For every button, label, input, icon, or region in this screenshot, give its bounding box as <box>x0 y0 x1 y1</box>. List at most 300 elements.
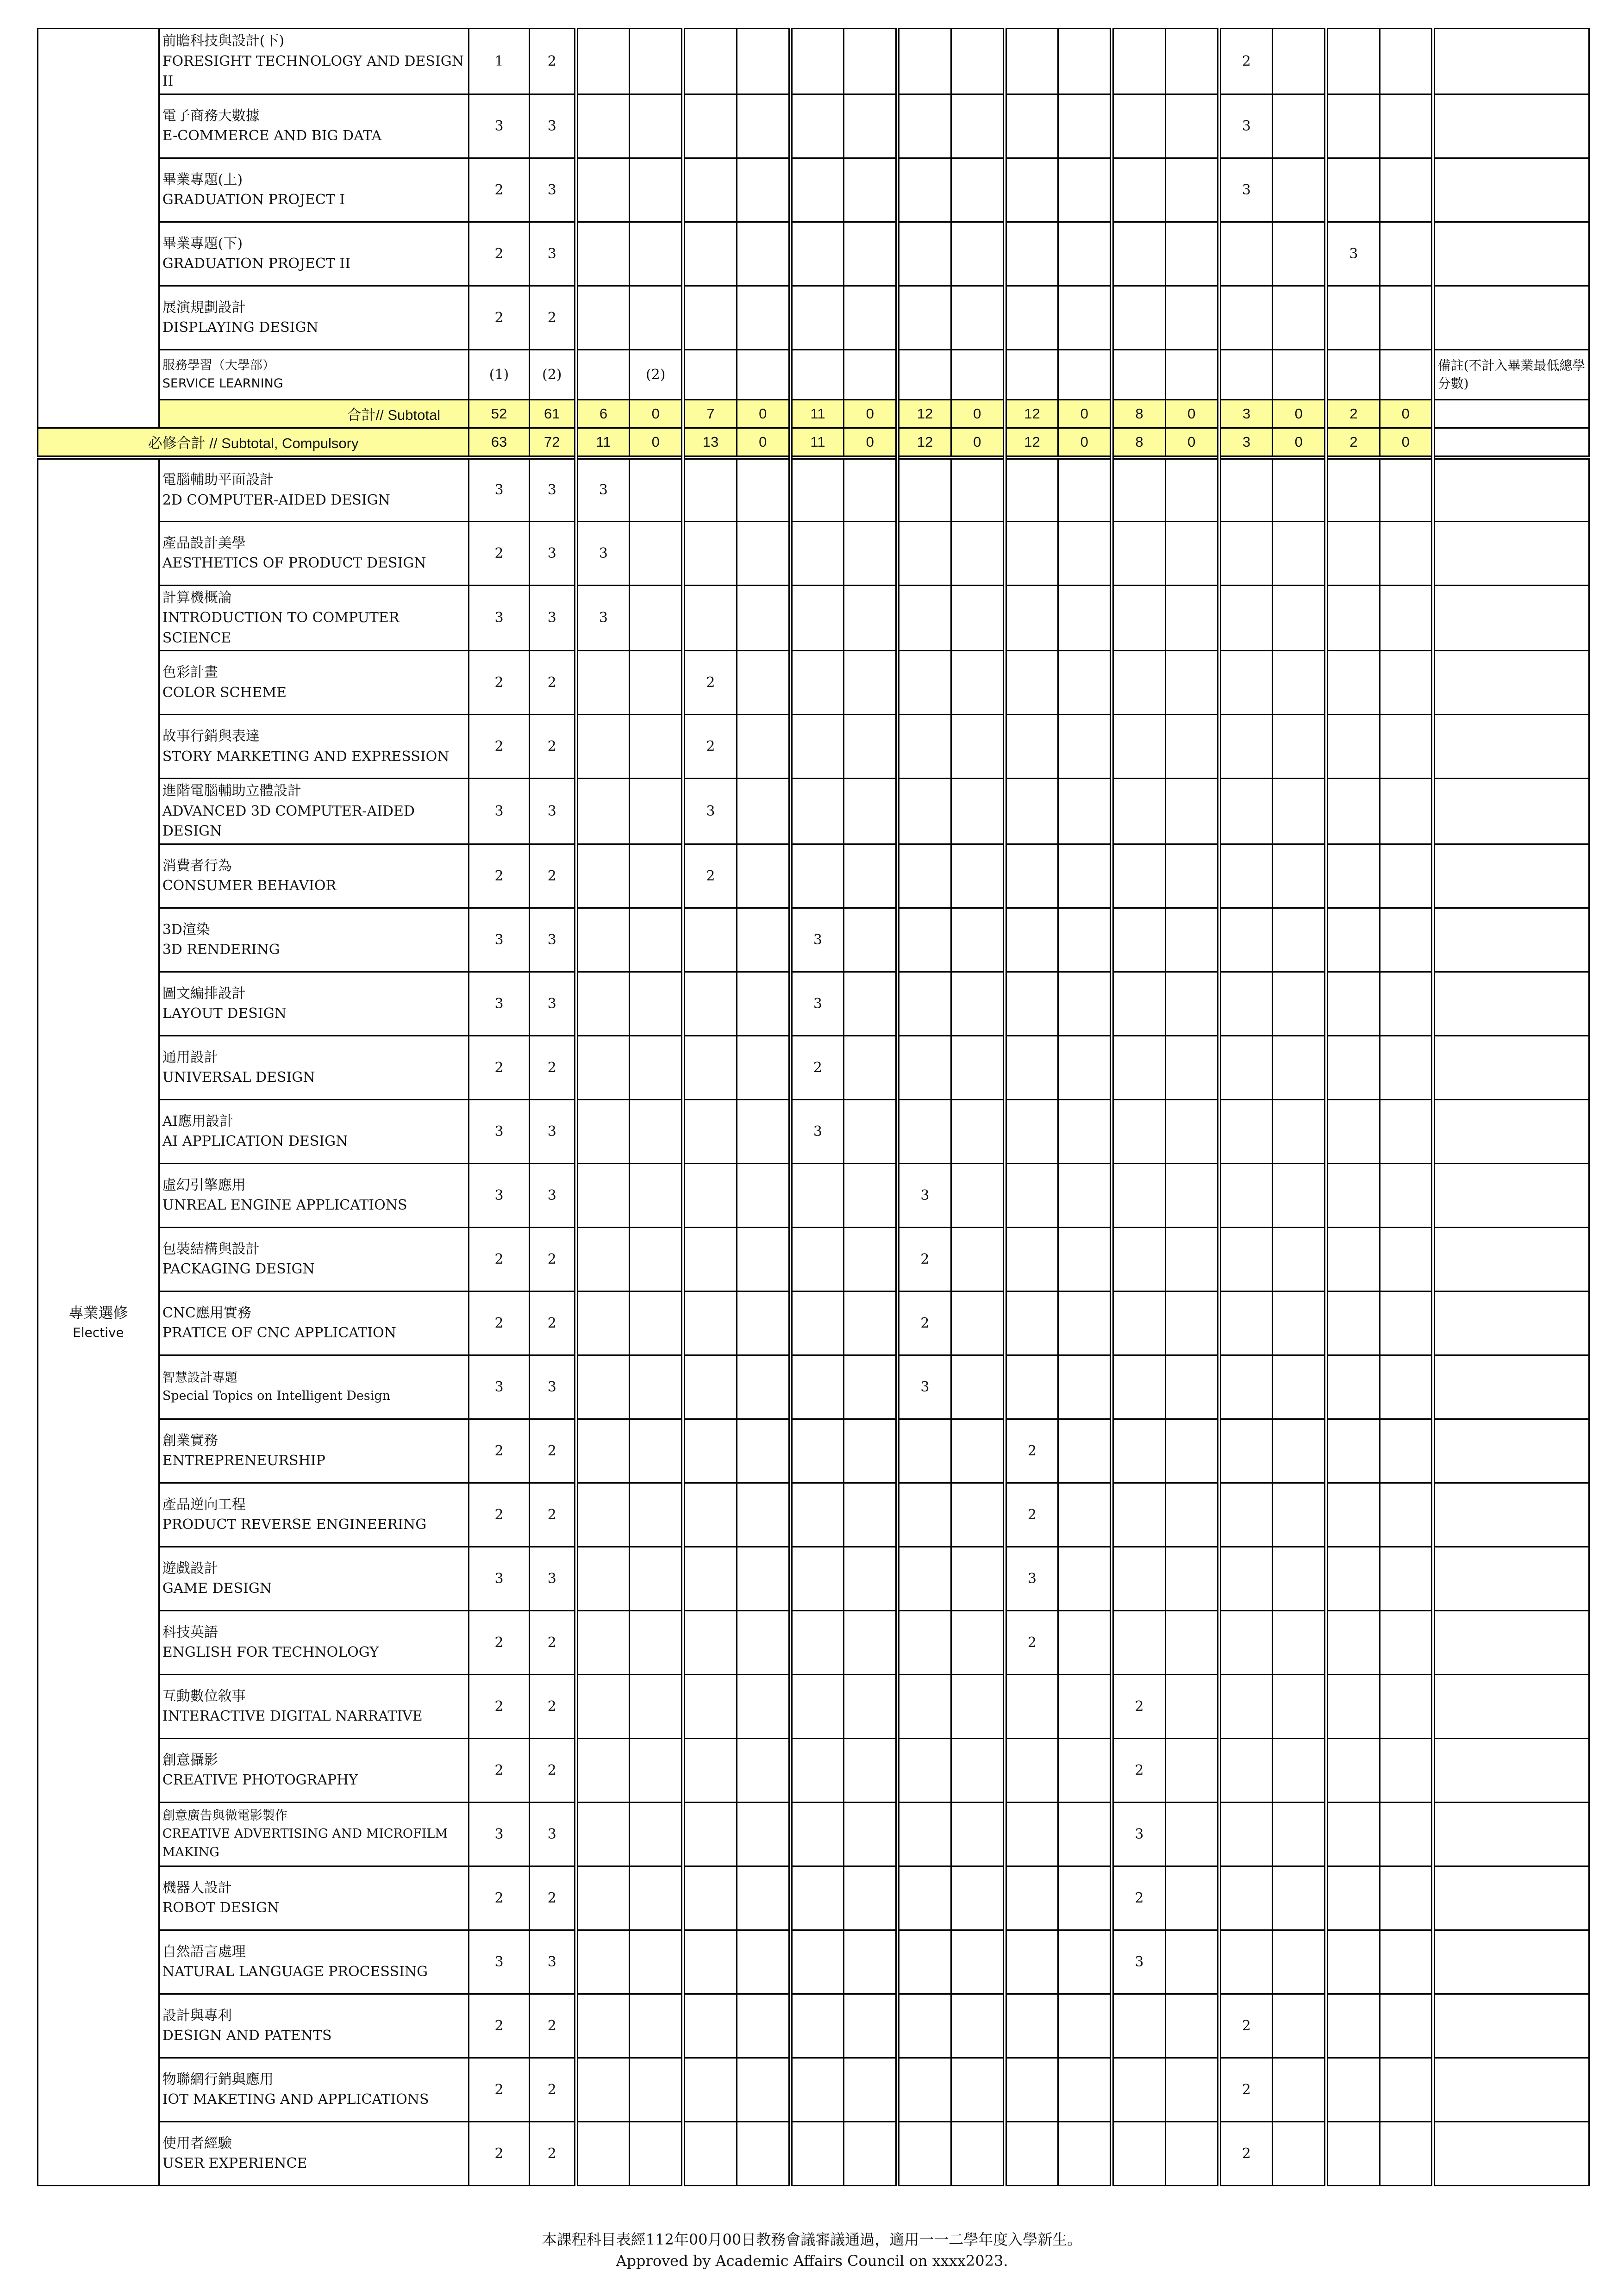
semester-cell <box>1058 844 1112 908</box>
semester-cell <box>1273 651 1326 715</box>
semester-cell <box>844 222 898 286</box>
hours-cell: 2 <box>529 1227 576 1291</box>
semester-cell <box>737 2058 790 2121</box>
semester-cell <box>630 1227 683 1291</box>
semester-cell <box>898 158 951 222</box>
semester-cell <box>630 2058 683 2121</box>
course-row <box>38 1866 1589 1930</box>
semester-cell <box>1219 457 1273 521</box>
hours-cell: 3 <box>529 1547 576 1610</box>
semester-cell <box>898 908 951 972</box>
course-name <box>159 286 468 349</box>
semester-cell <box>951 844 1005 908</box>
semester-cell: 2 <box>1219 2058 1273 2121</box>
semester-cell <box>630 715 683 779</box>
credits-cell: 2 <box>469 715 530 779</box>
semester-cell <box>898 349 951 399</box>
semester-cell <box>951 1036 1005 1099</box>
semester-cell <box>951 457 1005 521</box>
semester-cell <box>1380 1291 1433 1355</box>
course-name-en: UNIVERSAL DESIGN <box>162 1069 315 1086</box>
semester-cell <box>844 779 898 844</box>
semester-cell <box>844 1099 898 1163</box>
course-name <box>159 651 468 715</box>
semester-cell <box>844 29 898 94</box>
semester-cell <box>844 2121 898 2185</box>
semester-cell <box>1380 1547 1433 1610</box>
note-cell <box>1433 521 1589 585</box>
semester-cell: 3 <box>1219 158 1273 222</box>
semester-cell <box>898 1738 951 1802</box>
semester-cell <box>1112 585 1166 651</box>
semester-cell <box>630 94 683 158</box>
semester-cell <box>898 1547 951 1610</box>
course-name-zh: 遊戲設計 <box>162 1560 218 1577</box>
semester-cell <box>1326 779 1380 844</box>
semester-cell <box>1219 1610 1273 1674</box>
semester-cell <box>737 521 790 585</box>
subtotal-value: 11 <box>576 428 630 457</box>
note-cell <box>1433 158 1589 222</box>
course-name-en: CONSUMER BEHAVIOR <box>162 878 337 894</box>
semester-cell <box>1165 1163 1219 1227</box>
semester-cell <box>790 1419 844 1483</box>
semester-cell <box>576 1547 630 1610</box>
semester-cell <box>951 2058 1005 2121</box>
course-name-zh: 創意廣告與微電影製作 <box>162 1809 287 1823</box>
hours-cell: 3 <box>529 1355 576 1419</box>
credits-cell: 3 <box>469 1163 530 1227</box>
semester-cell <box>737 1099 790 1163</box>
semester-cell <box>898 585 951 651</box>
semester-cell <box>1273 1610 1326 1674</box>
semester-cell <box>951 972 1005 1036</box>
hours-cell: 3 <box>529 908 576 972</box>
semester-cell <box>1380 457 1433 521</box>
semester-cell <box>576 1227 630 1291</box>
course-name <box>159 349 468 399</box>
semester-cell <box>951 715 1005 779</box>
semester-cell <box>951 29 1005 94</box>
semester-cell <box>683 521 737 585</box>
course-name-en: SERVICE LEARNING <box>162 376 283 391</box>
semester-cell <box>844 1419 898 1483</box>
course-name-zh: 故事行銷與表達 <box>162 728 260 744</box>
semester-cell <box>737 844 790 908</box>
semester-cell <box>1005 844 1058 908</box>
semester-cell <box>790 2058 844 2121</box>
semester-cell <box>1112 349 1166 399</box>
subtotal-value: 8 <box>1112 399 1166 428</box>
subtotal-value: 0 <box>1058 428 1112 457</box>
semester-cell <box>630 1674 683 1738</box>
semester-cell <box>683 1802 737 1866</box>
semester-cell <box>1219 222 1273 286</box>
hours-cell: 2 <box>529 286 576 349</box>
subtotal-value: 0 <box>1273 428 1326 457</box>
semester-cell <box>1380 94 1433 158</box>
semester-cell <box>1058 521 1112 585</box>
subtotal-value: 12 <box>898 428 951 457</box>
hours-cell: (2) <box>529 349 576 399</box>
semester-cell <box>1058 1163 1112 1227</box>
course-row <box>38 1291 1589 1355</box>
semester-cell <box>737 1994 790 2058</box>
semester-cell: 2 <box>790 1036 844 1099</box>
semester-cell <box>737 651 790 715</box>
semester-cell <box>1165 1802 1219 1866</box>
semester-cell <box>1273 1483 1326 1547</box>
semester-cell <box>844 1355 898 1419</box>
subtotal-value: 2 <box>1326 399 1380 428</box>
course-row <box>38 1483 1589 1547</box>
credits-cell: 3 <box>469 972 530 1036</box>
course-name <box>159 1802 468 1866</box>
semester-cell <box>1112 158 1166 222</box>
course-name-en: PACKAGING DESIGN <box>162 1261 315 1277</box>
semester-cell <box>1219 779 1273 844</box>
course-name-en: Special Topics on Intelligent Design <box>162 1389 391 1403</box>
semester-cell: 3 <box>576 585 630 651</box>
note-cell <box>1433 1355 1589 1419</box>
semester-cell <box>1273 779 1326 844</box>
semester-cell <box>898 1802 951 1866</box>
semester-cell <box>1058 457 1112 521</box>
course-name-zh: 自然語言處理 <box>162 1943 246 1960</box>
semester-cell <box>1165 1610 1219 1674</box>
subtotal-value: 2 <box>1326 428 1380 457</box>
semester-cell <box>1219 715 1273 779</box>
semester-cell <box>1380 1419 1433 1483</box>
semester-cell <box>1273 1291 1326 1355</box>
semester-cell <box>1273 29 1326 94</box>
semester-cell <box>844 1738 898 1802</box>
semester-cell <box>844 1930 898 1994</box>
course-name-en: ROBOT DESIGN <box>162 1900 280 1916</box>
semester-cell <box>737 1674 790 1738</box>
subtotal-value: 3 <box>1219 428 1273 457</box>
semester-cell <box>1380 1483 1433 1547</box>
semester-cell <box>1273 349 1326 399</box>
hours-cell: 3 <box>529 585 576 651</box>
semester-cell <box>1273 1036 1326 1099</box>
semester-cell <box>1058 1547 1112 1610</box>
course-row <box>38 1355 1589 1419</box>
semester-cell <box>630 651 683 715</box>
semester-cell <box>1380 286 1433 349</box>
semester-cell <box>683 222 737 286</box>
course-row <box>38 29 1589 94</box>
semester-cell <box>898 844 951 908</box>
course-row <box>38 844 1589 908</box>
semester-cell: 3 <box>576 521 630 585</box>
semester-cell: 3 <box>898 1163 951 1227</box>
semester-cell <box>1326 521 1380 585</box>
credits-cell: 2 <box>469 1291 530 1355</box>
category-cell-elective <box>38 457 159 2185</box>
semester-cell <box>898 1930 951 1994</box>
semester-cell <box>790 29 844 94</box>
course-name <box>159 1099 468 1163</box>
semester-cell <box>1058 1227 1112 1291</box>
semester-cell <box>1380 715 1433 779</box>
semester-cell <box>630 908 683 972</box>
semester-cell <box>683 94 737 158</box>
semester-cell: 2 <box>1219 1994 1273 2058</box>
semester-cell: 2 <box>683 844 737 908</box>
semester-cell <box>898 2121 951 2185</box>
course-name-zh: 包裝結構與設計 <box>162 1241 260 1257</box>
hours-cell: 2 <box>529 1419 576 1483</box>
course-name-en: GRADUATION PROJECT II <box>162 256 351 272</box>
semester-cell <box>1005 1930 1058 1994</box>
hours-cell: 2 <box>529 2058 576 2121</box>
semester-cell <box>1005 1802 1058 1866</box>
course-row <box>38 94 1589 158</box>
semester-cell <box>630 779 683 844</box>
credits-cell: 3 <box>469 94 530 158</box>
course-name-zh: 虛幻引擎應用 <box>162 1177 246 1193</box>
note-cell <box>1433 1802 1589 1866</box>
course-row <box>38 1610 1589 1674</box>
course-row <box>38 1674 1589 1738</box>
semester-cell <box>898 222 951 286</box>
course-name <box>159 1355 468 1419</box>
course-name <box>159 585 468 651</box>
semester-cell <box>1005 1036 1058 1099</box>
semester-cell <box>1380 585 1433 651</box>
semester-cell <box>1005 1994 1058 2058</box>
course-name <box>159 1227 468 1291</box>
semester-cell <box>1005 2058 1058 2121</box>
semester-cell <box>790 1483 844 1547</box>
semester-cell: 2 <box>1112 1674 1166 1738</box>
semester-cell <box>630 1866 683 1930</box>
semester-cell <box>898 1099 951 1163</box>
course-name <box>159 715 468 779</box>
semester-cell <box>1165 844 1219 908</box>
course-name-en: GAME DESIGN <box>162 1580 272 1597</box>
semester-cell <box>1165 222 1219 286</box>
semester-cell <box>1326 2058 1380 2121</box>
semester-cell <box>844 457 898 521</box>
course-name <box>159 908 468 972</box>
semester-cell <box>1326 94 1380 158</box>
subtotal-value: 12 <box>1005 428 1058 457</box>
subtotal-value: 6 <box>576 399 630 428</box>
semester-cell <box>737 1355 790 1419</box>
course-name-zh: 互動數位敘事 <box>162 1688 246 1704</box>
subtotal-row <box>38 428 1589 457</box>
semester-cell <box>1326 1419 1380 1483</box>
credits-cell: 3 <box>469 1802 530 1866</box>
course-name-zh: 色彩計畫 <box>162 664 218 680</box>
course-name-zh: 圖文編排設計 <box>162 985 246 1002</box>
course-row <box>38 779 1589 844</box>
semester-cell <box>1326 1483 1380 1547</box>
semester-cell <box>844 521 898 585</box>
semester-cell <box>951 1930 1005 1994</box>
semester-cell <box>1273 585 1326 651</box>
semester-cell <box>630 1994 683 2058</box>
semester-cell <box>1326 585 1380 651</box>
semester-cell <box>630 1163 683 1227</box>
semester-cell <box>844 1291 898 1355</box>
semester-cell <box>1165 651 1219 715</box>
semester-cell <box>1058 2121 1112 2185</box>
course-row <box>38 908 1589 972</box>
semester-cell <box>737 158 790 222</box>
hours-cell: 3 <box>529 222 576 286</box>
semester-cell <box>1380 1355 1433 1419</box>
course-name <box>159 94 468 158</box>
semester-cell <box>683 1355 737 1419</box>
semester-cell <box>1112 1994 1166 2058</box>
semester-cell <box>1112 1036 1166 1099</box>
subtotal-value: 0 <box>951 399 1005 428</box>
semester-cell <box>1380 2058 1433 2121</box>
semester-cell: 2 <box>1219 29 1273 94</box>
credits-cell: 2 <box>469 2121 530 2185</box>
semester-cell <box>1165 29 1219 94</box>
semester-cell <box>951 908 1005 972</box>
semester-cell <box>1380 29 1433 94</box>
semester-cell <box>1005 1738 1058 1802</box>
note-cell <box>1433 1036 1589 1099</box>
subtotal-row <box>38 399 1589 428</box>
semester-cell <box>1380 521 1433 585</box>
semester-cell <box>1165 585 1219 651</box>
semester-cell <box>1380 1227 1433 1291</box>
course-row <box>38 1227 1589 1291</box>
semester-cell <box>1058 2058 1112 2121</box>
subtotal-label: 合計// Subtotal <box>159 399 468 428</box>
semester-cell <box>1326 1036 1380 1099</box>
note-cell <box>1433 399 1589 428</box>
semester-cell <box>1005 1866 1058 1930</box>
course-row <box>38 2121 1589 2185</box>
semester-cell <box>1380 779 1433 844</box>
semester-cell <box>951 1674 1005 1738</box>
hours-cell: 3 <box>529 94 576 158</box>
semester-cell <box>951 286 1005 349</box>
semester-cell <box>1326 1163 1380 1227</box>
subtotal-value: 3 <box>1219 399 1273 428</box>
semester-cell <box>737 1547 790 1610</box>
note-cell <box>1433 2121 1589 2185</box>
course-name-en: CREATIVE PHOTOGRAPHY <box>162 1772 358 1788</box>
semester-cell: 2 <box>1112 1738 1166 1802</box>
semester-cell <box>737 1738 790 1802</box>
semester-cell <box>630 844 683 908</box>
hours-cell: 2 <box>529 1036 576 1099</box>
semester-cell <box>951 158 1005 222</box>
course-name-en: AI APPLICATION DESIGN <box>162 1133 348 1149</box>
course-name-zh: 智慧設計專題 <box>162 1370 237 1385</box>
semester-cell <box>844 651 898 715</box>
hours-cell: 2 <box>529 1610 576 1674</box>
semester-cell <box>790 1674 844 1738</box>
course-name-en: ENGLISH FOR TECHNOLOGY <box>162 1644 379 1660</box>
semester-cell <box>1219 1355 1273 1419</box>
semester-cell <box>1005 585 1058 651</box>
semester-cell <box>737 1036 790 1099</box>
credits-cell: 3 <box>469 1547 530 1610</box>
semester-cell <box>683 972 737 1036</box>
note-cell <box>1433 222 1589 286</box>
semester-cell <box>737 457 790 521</box>
semester-cell <box>898 651 951 715</box>
semester-cell <box>630 1419 683 1483</box>
subtotal-value: 13 <box>683 428 737 457</box>
credits-cell: 2 <box>469 1036 530 1099</box>
semester-cell <box>844 1994 898 2058</box>
subtotal-label: 必修合計 // Subtotal, Compulsory <box>38 428 469 457</box>
semester-cell <box>1058 1930 1112 1994</box>
semester-cell <box>951 222 1005 286</box>
semester-cell <box>1058 779 1112 844</box>
semester-cell <box>1326 1994 1380 2058</box>
course-row <box>38 2058 1589 2121</box>
credits-cell: 2 <box>469 1738 530 1802</box>
semester-cell <box>576 715 630 779</box>
note-cell <box>1433 1483 1589 1547</box>
course-name <box>159 158 468 222</box>
semester-cell <box>576 1163 630 1227</box>
semester-cell <box>790 585 844 651</box>
semester-cell <box>1112 844 1166 908</box>
semester-cell <box>844 2058 898 2121</box>
semester-cell <box>737 1866 790 1930</box>
semester-cell <box>1273 1994 1326 2058</box>
semester-cell <box>790 222 844 286</box>
semester-cell <box>898 2058 951 2121</box>
semester-cell <box>1380 1802 1433 1866</box>
semester-cell <box>951 1227 1005 1291</box>
semester-cell: 2 <box>1219 2121 1273 2185</box>
course-name-zh: 創意攝影 <box>162 1752 218 1768</box>
semester-cell <box>1058 1419 1112 1483</box>
semester-cell <box>576 94 630 158</box>
semester-cell <box>576 1866 630 1930</box>
credits-cell: 3 <box>469 779 530 844</box>
course-name-zh: 消費者行為 <box>162 857 232 874</box>
semester-cell <box>1273 1163 1326 1227</box>
note-cell: 備註(不計入畢業最低總學分數) <box>1433 349 1589 399</box>
semester-cell <box>951 585 1005 651</box>
semester-cell <box>1273 1227 1326 1291</box>
semester-cell: 2 <box>1112 1866 1166 1930</box>
semester-cell <box>737 1610 790 1674</box>
semester-cell <box>1058 1036 1112 1099</box>
semester-cell <box>1219 1738 1273 1802</box>
semester-cell: 3 <box>790 908 844 972</box>
course-name-zh: 前瞻科技與設計(下) <box>162 33 285 49</box>
semester-cell <box>1326 1355 1380 1419</box>
semester-cell <box>1112 1483 1166 1547</box>
semester-cell <box>898 457 951 521</box>
hours-cell: 3 <box>529 158 576 222</box>
course-name-zh: 使用者經驗 <box>162 2135 232 2152</box>
course-name-en: PRATICE OF CNC APPLICATION <box>162 1325 396 1341</box>
hours-cell: 2 <box>529 1738 576 1802</box>
semester-cell <box>737 286 790 349</box>
course-name <box>159 844 468 908</box>
semester-cell <box>576 651 630 715</box>
course-name <box>159 1547 468 1610</box>
subtotal-value: 12 <box>898 399 951 428</box>
curriculum-sheet <box>37 28 1590 2186</box>
